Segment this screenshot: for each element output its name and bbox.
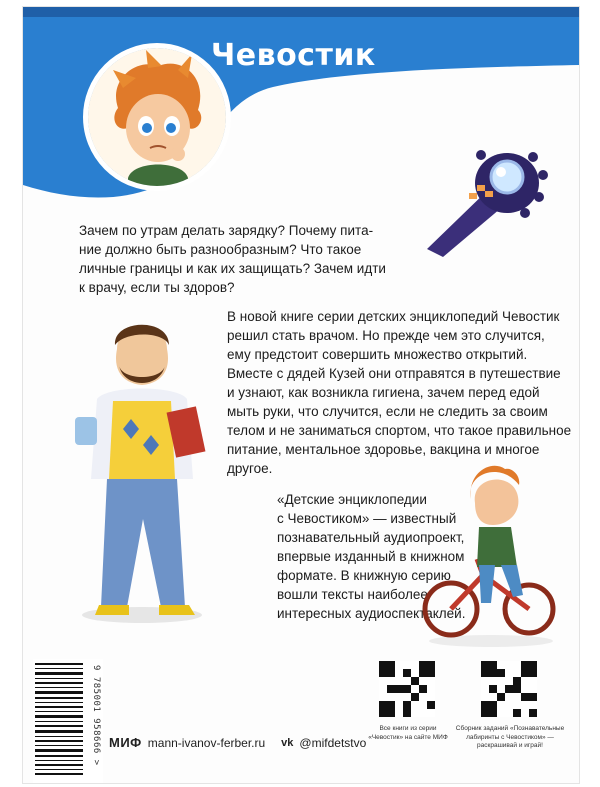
description-line: Вместе с дядей Кузей они отправятся в путешествие <box>227 366 561 381</box>
description-line: питание, ментальное здоровье, вакцина и многое <box>227 442 540 457</box>
about-line: с Чевостиком» — известный <box>277 511 457 526</box>
publisher-site[interactable]: mann-ivanov-ferber.ru <box>147 735 266 750</box>
book-description <box>227 307 572 478</box>
qr-workbook-caption: Сборник заданий «Познавательные лабиринты с Чевостиком» — раскрашивай и играй! <box>455 725 565 749</box>
chevostik-bicycle-illustration <box>421 463 557 649</box>
about-line: интересных аудиоспектаклей. <box>277 606 466 621</box>
publisher-logo: МИФ <box>109 735 142 750</box>
description-line: другое. <box>227 461 273 476</box>
qr-series-caption: Все книги из серии «Чевостик» на сайте МИФ <box>368 725 448 741</box>
qr-code-workbook[interactable] <box>481 661 537 717</box>
intro-line: Зачем по утрам делать зарядку? Почему пита- <box>79 223 374 238</box>
intro-line: к врачу, если ты здоров? <box>79 280 235 295</box>
description-line: В новой книге серии детских энциклопедий Чевостик <box>227 309 560 324</box>
about-line: «Детские энциклопедии <box>277 492 427 507</box>
description-line: и узнают, как возникла гигиена, зачем перед едой <box>227 385 540 400</box>
intro-questions <box>79 221 419 297</box>
vk-icon: vk <box>281 736 294 749</box>
about-line: формате. В книжную серию <box>277 568 451 583</box>
about-line: впервые изданный в книжном <box>277 549 465 564</box>
about-line: познавательный аудиопроект, <box>277 530 465 545</box>
device-illustration <box>421 145 551 257</box>
chevostik-portrait <box>83 43 231 191</box>
intro-line: личные границы и как их защищать? Зачем идти <box>79 261 386 276</box>
publisher-info <box>109 735 366 750</box>
intro-line: ние должно быть разнообразным? Что такое <box>79 242 362 257</box>
qr-code-series[interactable] <box>379 661 435 717</box>
social-handle[interactable]: @mifdetstvo <box>299 735 367 750</box>
description-line: телом и не заниматься спортом, что такое правильное <box>227 423 572 438</box>
series-title: Чевостик <box>211 38 376 73</box>
description-line: мыть руки, что случится, если не следить за своим <box>227 404 548 419</box>
description-line: решил стать врачом. Но прежде чем это случится, <box>227 328 545 343</box>
uncle-kuzya-illustration <box>67 309 217 629</box>
description-line: ему предстоит совершить множество открытий. <box>227 347 528 362</box>
isbn-number: 9 785001 958666 > <box>91 665 101 766</box>
book-back-cover <box>22 6 580 784</box>
about-line: вошли тексты наиболее <box>277 587 428 602</box>
